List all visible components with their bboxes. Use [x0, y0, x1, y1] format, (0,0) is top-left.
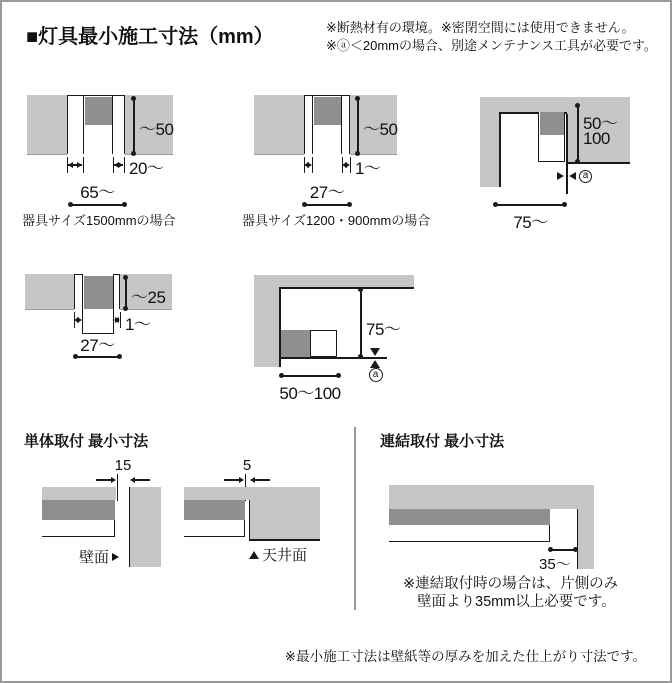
dim-arrow-line: [224, 479, 239, 481]
ceiling-block-left: [27, 95, 67, 155]
fixture-lamp: [84, 276, 113, 310]
dim-label-depth: ～50: [139, 120, 174, 139]
wall-face-line: [499, 112, 501, 187]
ceiling-bottom-line: [279, 287, 414, 289]
arrow-right-icon: [118, 162, 123, 168]
gap-marker-a-label: a: [372, 369, 379, 380]
arrow-right-icon: [77, 317, 82, 323]
wall-block: [577, 509, 594, 569]
section-divider: [354, 427, 356, 610]
fixture-housing: [389, 525, 550, 542]
dim-label-depth-1: 50～: [583, 114, 618, 133]
linked-mount-heading: 連結取付 最小寸法: [380, 433, 505, 450]
wall-block: [129, 487, 161, 567]
page-title: ■灯具最小施工寸法（mm）: [26, 26, 274, 48]
dim-label-width: 65～: [80, 183, 115, 202]
arrow-left-icon: [569, 172, 576, 180]
header-note-2: ※ⓐ＜20mmの場合、別途メンテナンス工具が必要です。: [326, 38, 657, 53]
dim-line-depth: [577, 105, 579, 162]
dim-label-clearance: 35～: [539, 556, 571, 573]
dim-line-depth: [125, 277, 127, 309]
arrow-right-icon: [557, 172, 564, 180]
dim-label-depth: ～50: [363, 120, 398, 139]
tick: [124, 157, 126, 173]
gap-marker-a: [579, 170, 592, 183]
dim-dot: [355, 96, 360, 101]
dim-dot: [336, 373, 341, 378]
dim-label-depth-2: 100: [583, 129, 610, 148]
header-note-1: ※断熱材有の環境。※密閉空間には使用できません。: [326, 20, 635, 35]
dim-line-width: [281, 375, 339, 377]
dim-dot: [548, 547, 553, 552]
arrow-right-icon: [77, 162, 82, 168]
diagram-caption: 器具サイズ1200・900mmの場合: [242, 213, 431, 228]
diagram-recessed-1500: [22, 90, 257, 240]
dim-label-side-gap: 20～: [129, 159, 164, 178]
diagram-corner-side: [472, 92, 652, 237]
arrow-right-icon: [307, 162, 312, 168]
linked-mount-note-1: ※連結取付時の場合は、片側のみ: [403, 576, 619, 592]
fixture-lamp: [42, 500, 115, 520]
footer-note: ※最小施工寸法は壁紙等の厚みを加えた仕上がり寸法です。: [284, 649, 646, 664]
ceiling-strip: [389, 485, 594, 509]
dim-label-depth: ～25: [131, 288, 166, 307]
dim-line-height: [360, 289, 362, 357]
fixture-lamp: [85, 97, 112, 125]
diagram-linked-mount: [387, 482, 647, 617]
fixture-lamp: [389, 509, 550, 525]
arrow-left-icon: [250, 477, 255, 483]
fixture-housing: [310, 330, 337, 357]
dim-label-width: 75～: [513, 213, 548, 232]
ceiling-strip: [42, 487, 116, 500]
dim-dot: [279, 373, 284, 378]
dim-label-height: 75～: [366, 320, 401, 339]
dim-line-width: [75, 356, 120, 358]
arrow-right-icon: [345, 162, 350, 168]
ceiling-surface-line: [249, 539, 320, 541]
gap-marker-a: [369, 368, 383, 382]
ceiling-block-left: [25, 274, 74, 310]
gap-marker-a-label: a: [582, 170, 589, 181]
ceiling-strip: [184, 487, 320, 500]
dim-arrow-line: [96, 479, 111, 481]
fixture-lamp: [281, 330, 310, 357]
fixture-lamp: [184, 500, 245, 520]
ceiling-pointer-icon: [249, 551, 259, 559]
ceiling-block-left: [254, 95, 304, 155]
ceiling-step-block: [249, 500, 320, 539]
dim-label-side-gap: 1～: [355, 159, 381, 178]
ceiling-label: 天井面: [262, 547, 308, 564]
diagram-single-ceiling: [172, 452, 327, 572]
dim-label-width: 50～100: [279, 384, 341, 403]
dim-label-width: 27～: [309, 183, 345, 202]
dim-dot: [575, 159, 580, 164]
ceiling-label-group: [249, 544, 307, 565]
dim-dot: [575, 103, 580, 108]
gap-extension-line: [566, 114, 568, 194]
dim-label-wall-clearance: 15: [114, 457, 132, 474]
fixture-housing: [184, 520, 245, 537]
tick: [83, 157, 85, 173]
wall-strip-left: [480, 97, 499, 187]
fixture-housing: [42, 520, 115, 537]
diagram-caption: 器具サイズ1500mmの場合: [22, 213, 176, 228]
wall-label: 壁面: [79, 549, 110, 566]
dim-line-width: [70, 204, 125, 206]
fixture-lamp: [314, 97, 341, 125]
arrow-right-icon: [115, 317, 120, 323]
dim-arrow-line: [135, 479, 150, 481]
diagram-recessed-shallow: [22, 270, 187, 380]
dim-dot: [562, 202, 567, 207]
dim-label-ceiling-clearance: 5: [242, 457, 252, 474]
single-mount-heading: 単体取付 最小寸法: [24, 433, 149, 450]
dim-line-depth: [133, 98, 135, 154]
arrow-right-icon: [239, 477, 244, 483]
arrow-down-icon: [370, 348, 380, 356]
wall-strip-left: [254, 275, 279, 367]
diagram-corner-wall: [247, 272, 427, 407]
wall-pointer-icon: [112, 553, 119, 561]
dim-line-depth: [357, 98, 359, 154]
dim-label-side-gap: 1～: [125, 315, 151, 334]
dim-line-width: [304, 204, 350, 206]
diagram-recessed-1200-900: [242, 90, 431, 240]
dim-dot: [358, 287, 363, 292]
dim-dot: [123, 275, 128, 280]
dim-dot: [358, 354, 363, 359]
linked-mount-note-2: 壁面より35mm以上必要です。: [417, 594, 616, 610]
fixture-lamp: [540, 112, 564, 135]
arrow-left-icon: [130, 477, 135, 483]
dim-dot: [131, 96, 136, 101]
fixture-bottom-line: [279, 357, 387, 359]
dim-dot: [573, 547, 578, 552]
diagram-single-wall: [40, 452, 170, 577]
arrow-left-icon: [68, 162, 73, 168]
dim-label-width: 27～: [80, 336, 115, 355]
dim-line-width: [495, 204, 566, 206]
dim-arrow-line: [255, 479, 270, 481]
arrow-right-icon: [111, 477, 116, 483]
dim-dot: [493, 202, 498, 207]
wall-label-group: [79, 546, 119, 567]
arrow-up-icon: [370, 360, 380, 368]
extension-line: [117, 474, 119, 501]
